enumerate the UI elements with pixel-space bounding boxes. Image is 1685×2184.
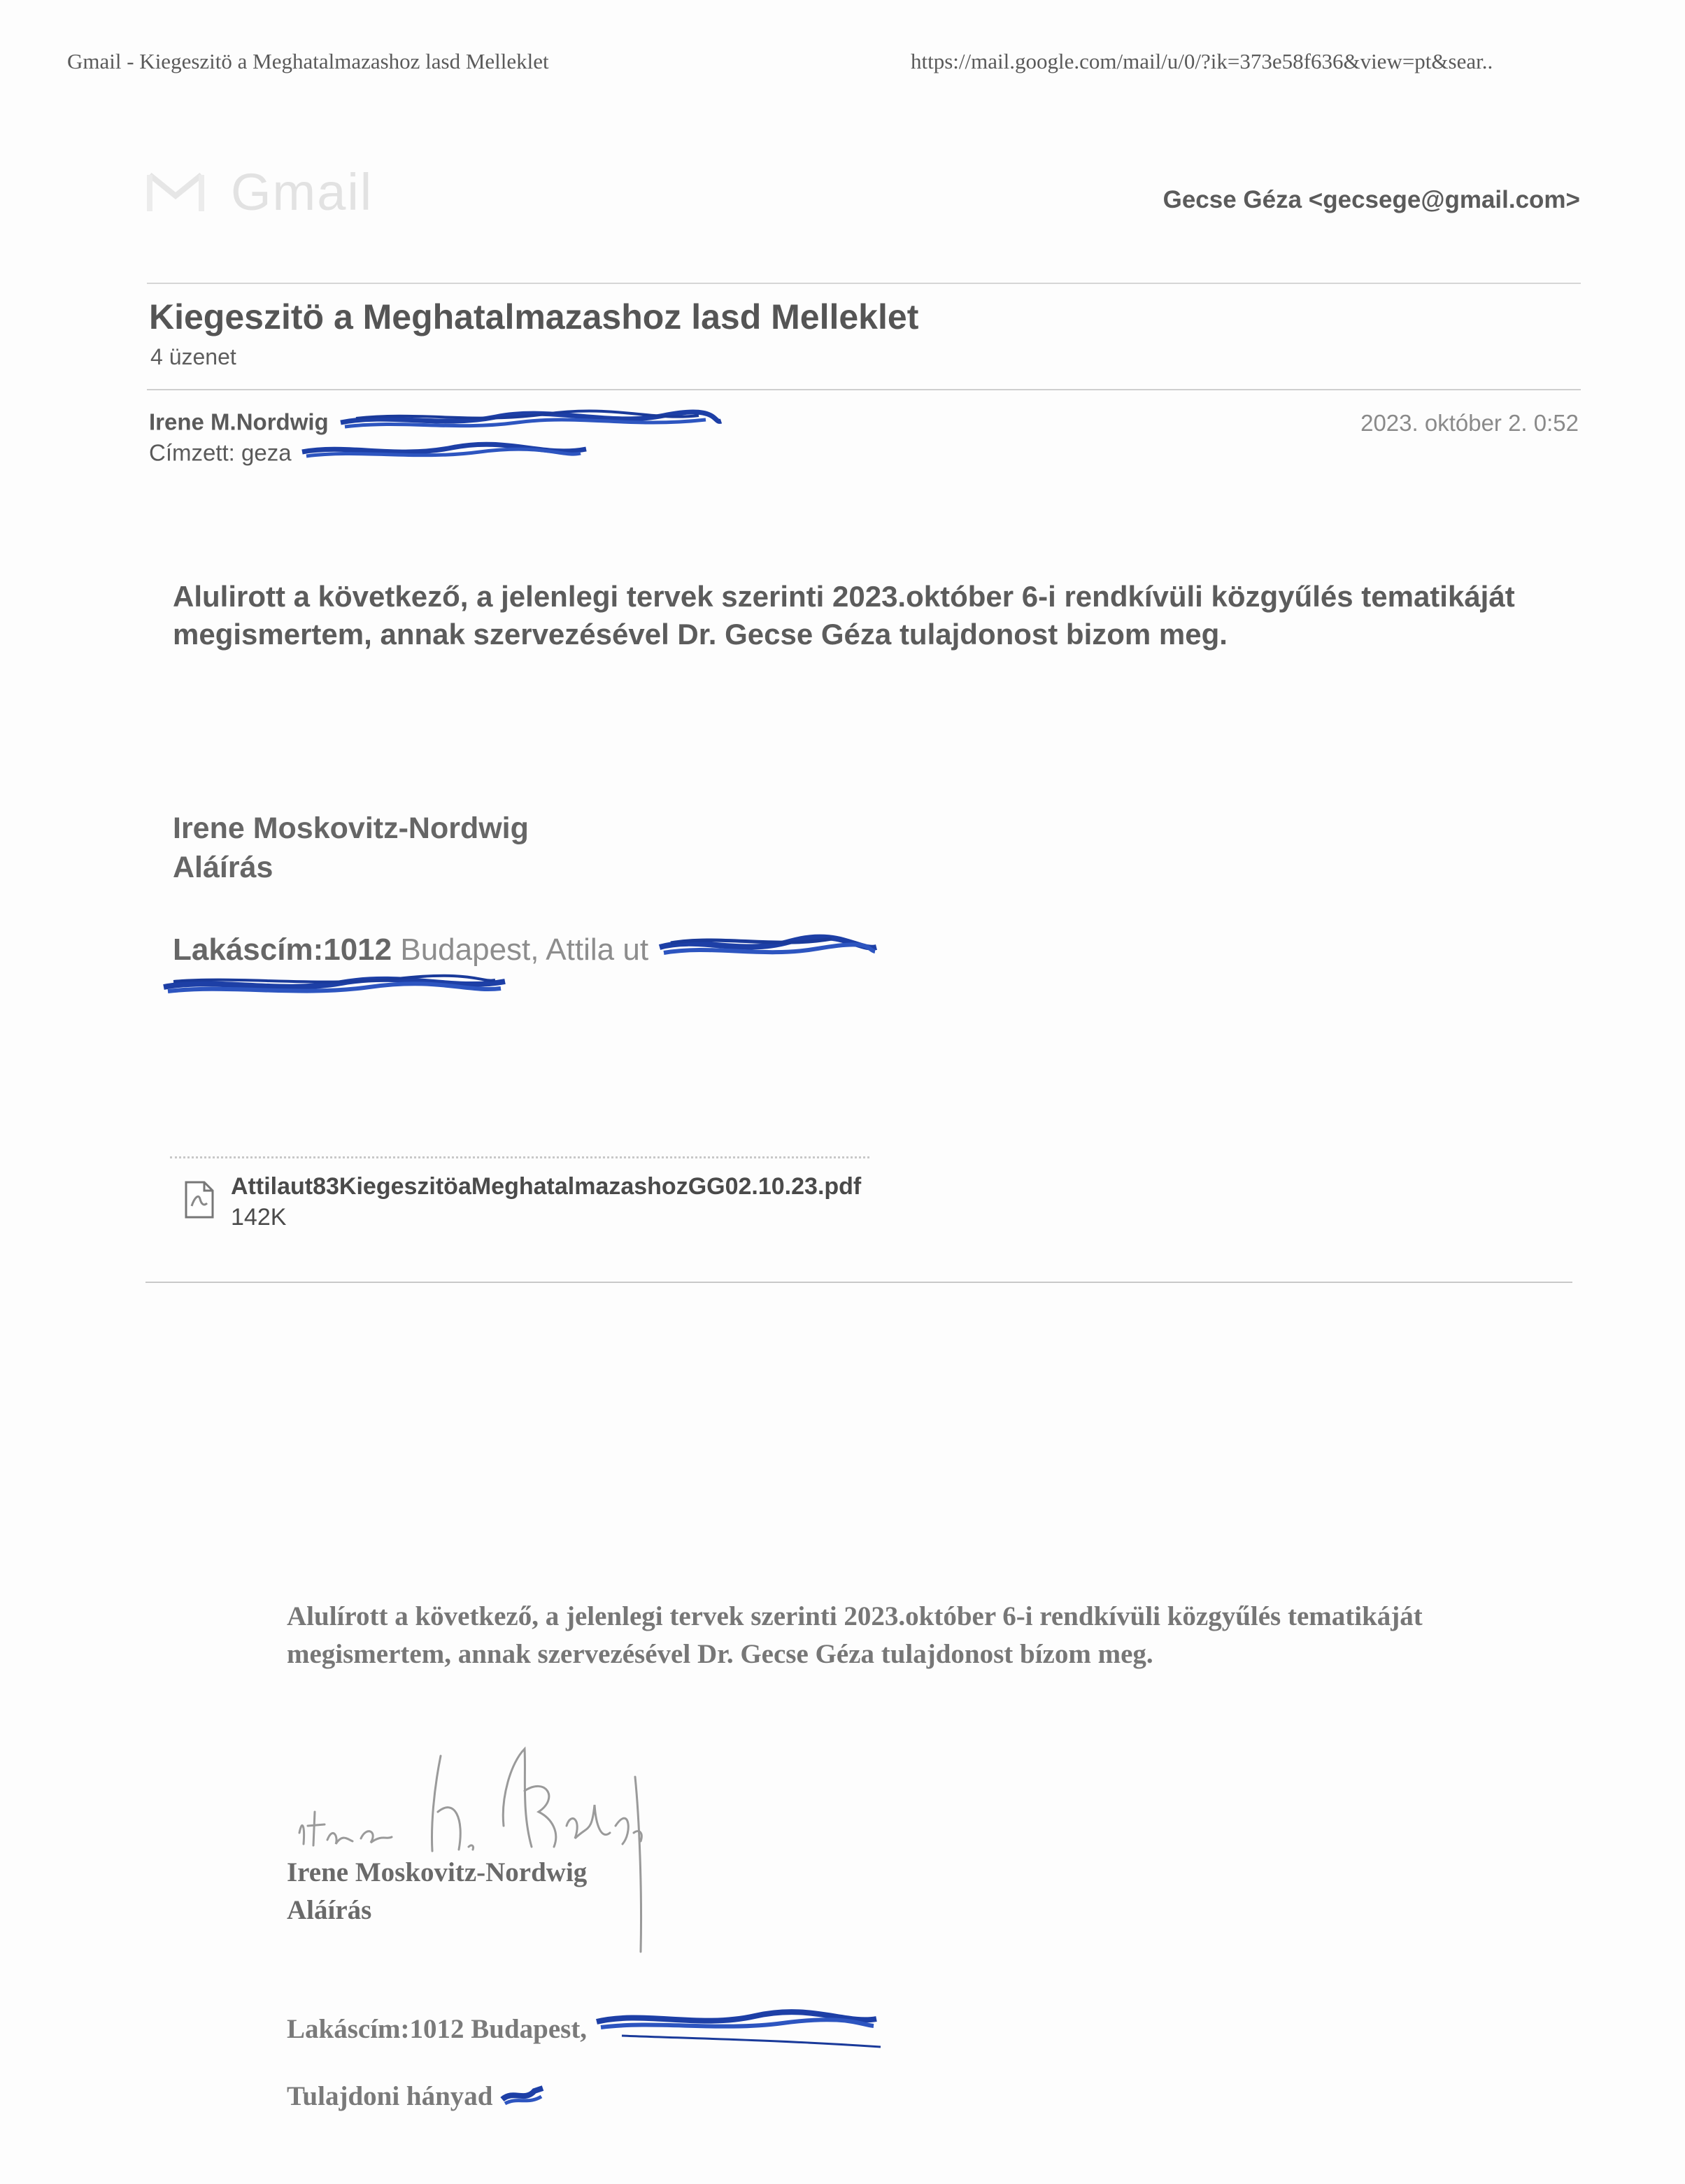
redaction-scribble (499, 2081, 548, 2116)
recipient-label: Címzett: geza (149, 439, 292, 466)
scanned-share-line (287, 2080, 548, 2116)
signature-label: Aláírás (173, 851, 273, 884)
message-body: Alulirott a következő, a jelenlegi tervek szerinti 2023.október 6-i rendkívüli közgyűlés tematikáját megismertem, annak szervezésével Dr. Gecse Géza tulajdonost bizom meg. (173, 580, 1515, 651)
redaction-scribble (657, 930, 881, 973)
pdf-file-icon (183, 1181, 214, 1222)
scanned-share-label: Tulajdoni hányad (287, 2081, 493, 2111)
redaction-scribble (298, 439, 592, 470)
attachment-separator (170, 1156, 869, 1158)
gmail-logo (147, 162, 373, 222)
address-label: Lakáscím:1012 (173, 933, 392, 967)
message-count: 4 üzenet (150, 344, 236, 369)
account-label: Gecse Géza <gecsege@gmail.com> (1163, 186, 1580, 213)
thread-subject: Kiegeszitö a Meghatalmazashoz lasd Melleklet (149, 297, 919, 336)
scanned-signature-label: Aláírás (287, 1895, 372, 1925)
gmail-wordmark: Gmail (231, 163, 374, 221)
address-line (173, 930, 881, 973)
scanned-address: Lakáscím:1012 Budapest, (287, 2013, 588, 2044)
signature-name: Irene Moskovitz-Nordwig (173, 811, 529, 845)
scanned-signature-name: Irene Moskovitz-Nordwig (287, 1857, 588, 1887)
sender-name: Irene M.Nordwig (149, 409, 329, 435)
redaction-scribble (335, 407, 727, 441)
attachment-filename[interactable]: Attilaut83KiegeszitöaMeghatalmazashozGG02.10.23.pdf (231, 1173, 862, 1200)
scanned-body: Alulírott a következő, a jelenlegi tervek szerinti 2023.október 6-i rendkívüli közgyűlés tematikáját megismertem, annak szervezésével Dr. Gecse Géza tulajdonost bízom meg. (287, 1601, 1423, 1669)
thread-divider (147, 389, 1581, 390)
sender-row (149, 407, 727, 441)
header-divider (147, 283, 1581, 284)
handwritten-signature (294, 1721, 713, 1976)
print-header-url: https://mail.google.com/mail/u/0/?ik=373e58f636&view=pt&sear.. (911, 49, 1493, 73)
gmail-envelope-icon (147, 171, 204, 214)
redaction-scribble (594, 2004, 888, 2059)
message-date: 2023. október 2. 0:52 (1360, 410, 1579, 436)
print-header-title: Gmail - Kiegeszitö a Meghatalmazashoz lasd Melleklet (67, 49, 549, 73)
attachment-size: 142K (231, 1204, 287, 1231)
scanned-address-line (287, 2004, 888, 2059)
redaction-scribble (159, 970, 509, 1006)
message-end-divider (145, 1282, 1572, 1283)
address-city: Budapest, Attila ut (400, 933, 649, 967)
recipient-row (149, 439, 592, 470)
